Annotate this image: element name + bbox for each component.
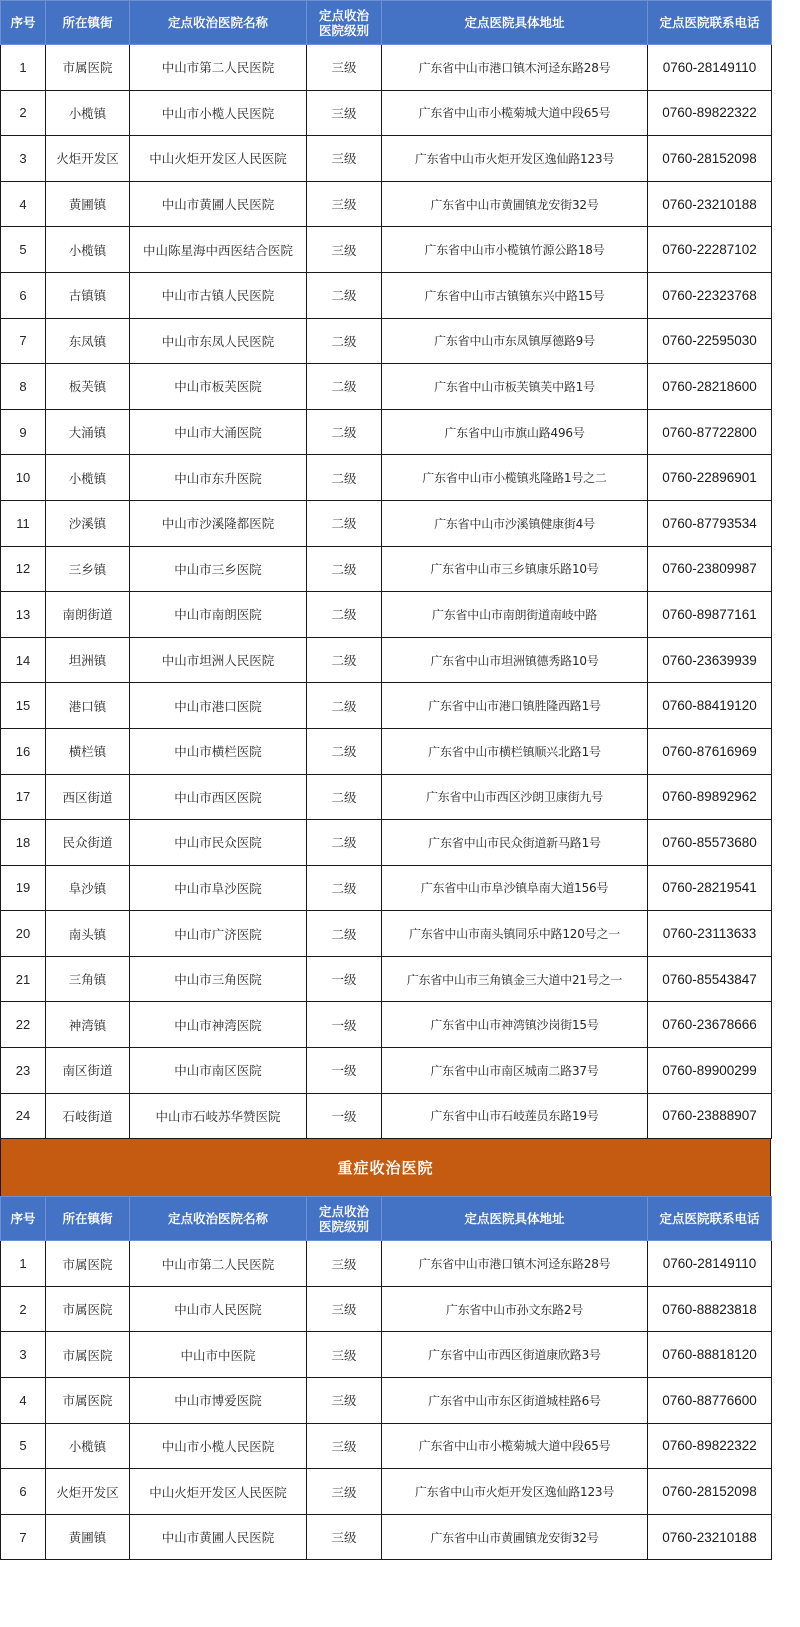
cell-town: 火炬开发区 (46, 136, 130, 182)
cell-town: 南头镇 (46, 911, 130, 957)
cell-address: 广东省中山市民众街道新马路1号 (382, 820, 648, 866)
cell-address: 广东省中山市坦洲镇德秀路10号 (382, 637, 648, 683)
cell-address: 广东省中山市三乡镇康乐路10号 (382, 546, 648, 592)
table-row (1, 1241, 772, 1287)
cell-phone: 0760-89822322 (648, 1423, 772, 1469)
cell-level: 三级 (307, 1378, 382, 1424)
cell-index: 8 (1, 364, 46, 410)
cell-town: 古镇镇 (46, 272, 130, 318)
cell-address: 广东省中山市西区沙朗卫康街九号 (382, 774, 648, 820)
cell-hospital-name: 中山火炬开发区人民医院 (130, 1469, 307, 1515)
table-row (1, 1469, 772, 1515)
table-row (1, 820, 772, 866)
cell-address: 广东省中山市西区街道康欣路3号 (382, 1332, 648, 1378)
cell-level: 三级 (307, 1514, 382, 1560)
cell-phone: 0760-89877161 (648, 592, 772, 638)
cell-phone: 0760-89900299 (648, 1048, 772, 1094)
cell-town: 三角镇 (46, 956, 130, 1002)
cell-hospital-name: 中山陈星海中西医结合医院 (130, 227, 307, 273)
cell-phone: 0760-87722800 (648, 409, 772, 455)
cell-level: 二级 (307, 820, 382, 866)
cell-phone: 0760-23888907 (648, 1093, 772, 1139)
cell-hospital-name: 中山市人民医院 (130, 1286, 307, 1332)
cell-hospital-name: 中山市民众医院 (130, 820, 307, 866)
cell-index: 2 (1, 1286, 46, 1332)
cell-hospital-name: 中山市第二人民医院 (130, 1241, 307, 1287)
cell-level: 三级 (307, 1286, 382, 1332)
table-row (1, 683, 772, 729)
cell-index: 2 (1, 90, 46, 136)
cell-index: 14 (1, 637, 46, 683)
header-level-line-1: 定点收治 (318, 1203, 369, 1219)
cell-level: 二级 (307, 728, 382, 774)
cell-address: 广东省中山市阜沙镇阜南大道156号 (382, 865, 648, 911)
cell-town: 小榄镇 (46, 90, 130, 136)
cell-phone: 0760-23210188 (648, 181, 772, 227)
cell-town: 黄圃镇 (46, 1514, 130, 1560)
cell-phone: 0760-88818120 (648, 1332, 772, 1378)
table-row (1, 500, 772, 546)
cell-phone: 0760-23210188 (648, 1514, 772, 1560)
cell-level: 三级 (307, 45, 382, 91)
header-hospital-level (307, 1197, 382, 1241)
table-row (1, 318, 772, 364)
cell-phone: 0760-85573680 (648, 820, 772, 866)
cell-town: 阜沙镇 (46, 865, 130, 911)
cell-address: 广东省中山市南朗街道南岐中路 (382, 592, 648, 638)
cell-hospital-name: 中山市东凤人民医院 (130, 318, 307, 364)
cell-level: 一级 (307, 1048, 382, 1094)
table-row (1, 1514, 772, 1560)
header-phone: 定点医院联系电话 (648, 1, 772, 45)
cell-town: 三乡镇 (46, 546, 130, 592)
table-row (1, 90, 772, 136)
cell-phone: 0760-88419120 (648, 683, 772, 729)
cell-hospital-name: 中山市黄圃人民医院 (130, 1514, 307, 1560)
cell-address: 广东省中山市石岐莲员东路19号 (382, 1093, 648, 1139)
header-level-line-2: 医院级别 (318, 1218, 369, 1234)
cell-index: 7 (1, 318, 46, 364)
header-town: 所在镇街 (46, 1197, 130, 1241)
table-header-row (1, 1, 772, 45)
cell-level: 二级 (307, 774, 382, 820)
cell-town: 火炬开发区 (46, 1469, 130, 1515)
cell-level: 二级 (307, 409, 382, 455)
cell-phone: 0760-85543847 (648, 956, 772, 1002)
cell-town: 小榄镇 (46, 455, 130, 501)
cell-level: 一级 (307, 1002, 382, 1048)
table-header-row (1, 1197, 772, 1241)
table-row (1, 1093, 772, 1139)
header-index: 序号 (1, 1, 46, 45)
cell-address: 广东省中山市港口镇木河迳东路28号 (382, 1241, 648, 1287)
header-phone: 定点医院联系电话 (648, 1197, 772, 1241)
header-address: 定点医院具体地址 (382, 1197, 648, 1241)
cell-address: 广东省中山市三角镇金三大道中21号之一 (382, 956, 648, 1002)
cell-address: 广东省中山市火炬开发区逸仙路123号 (382, 136, 648, 182)
cell-town: 南朗街道 (46, 592, 130, 638)
cell-town: 黄圃镇 (46, 181, 130, 227)
header-town: 所在镇街 (46, 1, 130, 45)
severe-hospital-rows (1, 1241, 772, 1560)
cell-town: 市属医院 (46, 1241, 130, 1287)
cell-level: 二级 (307, 546, 382, 592)
table-row (1, 364, 772, 410)
cell-town: 坦洲镇 (46, 637, 130, 683)
cell-level: 三级 (307, 227, 382, 273)
cell-phone: 0760-22287102 (648, 227, 772, 273)
cell-hospital-name: 中山市黄圃人民医院 (130, 181, 307, 227)
cell-index: 5 (1, 227, 46, 273)
cell-town: 南区街道 (46, 1048, 130, 1094)
table-row (1, 45, 772, 91)
cell-level: 二级 (307, 455, 382, 501)
cell-level: 二级 (307, 500, 382, 546)
cell-town: 板芙镇 (46, 364, 130, 410)
cell-level: 三级 (307, 1423, 382, 1469)
cell-index: 7 (1, 1514, 46, 1560)
cell-address: 广东省中山市火炬开发区逸仙路123号 (382, 1469, 648, 1515)
cell-phone: 0760-28152098 (648, 1469, 772, 1515)
cell-index: 1 (1, 45, 46, 91)
cell-address: 广东省中山市小榄镇竹源公路18号 (382, 227, 648, 273)
table-row (1, 455, 772, 501)
cell-hospital-name: 中山市坦洲人民医院 (130, 637, 307, 683)
cell-phone: 0760-28218600 (648, 364, 772, 410)
cell-level: 二级 (307, 592, 382, 638)
cell-town: 大涌镇 (46, 409, 130, 455)
table-row (1, 1332, 772, 1378)
cell-index: 15 (1, 683, 46, 729)
cell-phone: 0760-23678666 (648, 1002, 772, 1048)
cell-hospital-name: 中山市板芙医院 (130, 364, 307, 410)
cell-index: 11 (1, 500, 46, 546)
cell-phone: 0760-23809987 (648, 546, 772, 592)
cell-level: 三级 (307, 1469, 382, 1515)
cell-index: 4 (1, 1378, 46, 1424)
cell-hospital-name: 中山市神湾医院 (130, 1002, 307, 1048)
cell-level: 二级 (307, 683, 382, 729)
cell-level: 三级 (307, 1332, 382, 1378)
cell-phone: 0760-22896901 (648, 455, 772, 501)
cell-town: 小榄镇 (46, 1423, 130, 1469)
cell-hospital-name: 中山市三乡医院 (130, 546, 307, 592)
cell-index: 3 (1, 136, 46, 182)
cell-hospital-name: 中山市横栏医院 (130, 728, 307, 774)
cell-address: 广东省中山市横栏镇顺兴北路1号 (382, 728, 648, 774)
cell-phone: 0760-28149110 (648, 45, 772, 91)
header-level-line-2: 医院级别 (318, 22, 369, 38)
cell-hospital-name: 中山市西区医院 (130, 774, 307, 820)
cell-index: 23 (1, 1048, 46, 1094)
cell-level: 三级 (307, 181, 382, 227)
cell-town: 市属医院 (46, 1378, 130, 1424)
cell-index: 4 (1, 181, 46, 227)
header-address: 定点医院具体地址 (382, 1, 648, 45)
cell-address: 广东省中山市沙溪镇健康街4号 (382, 500, 648, 546)
table-row (1, 181, 772, 227)
table-row (1, 272, 772, 318)
table-row (1, 865, 772, 911)
cell-address: 广东省中山市孙文东路2号 (382, 1286, 648, 1332)
cell-index: 13 (1, 592, 46, 638)
cell-address: 广东省中山市神湾镇沙岗街15号 (382, 1002, 648, 1048)
cell-index: 12 (1, 546, 46, 592)
header-index: 序号 (1, 1197, 46, 1241)
table-row (1, 956, 772, 1002)
cell-address: 广东省中山市旗山路496号 (382, 409, 648, 455)
cell-phone: 0760-88776600 (648, 1378, 772, 1424)
table-row (1, 1378, 772, 1424)
cell-index: 9 (1, 409, 46, 455)
cell-level: 二级 (307, 364, 382, 410)
table-row (1, 774, 772, 820)
cell-address: 广东省中山市东凤镇厚德路9号 (382, 318, 648, 364)
cell-town: 市属医院 (46, 1332, 130, 1378)
cell-hospital-name: 中山市东升医院 (130, 455, 307, 501)
cell-hospital-name: 中山市南区医院 (130, 1048, 307, 1094)
cell-town: 市属医院 (46, 1286, 130, 1332)
cell-phone: 0760-22323768 (648, 272, 772, 318)
cell-address: 广东省中山市古镇镇东兴中路15号 (382, 272, 648, 318)
cell-phone: 0760-87793534 (648, 500, 772, 546)
cell-phone: 0760-88823818 (648, 1286, 772, 1332)
table-row (1, 227, 772, 273)
cell-hospital-name: 中山火炬开发区人民医院 (130, 136, 307, 182)
table-row (1, 136, 772, 182)
table-row (1, 1286, 772, 1332)
cell-town: 市属医院 (46, 45, 130, 91)
cell-address: 广东省中山市小榄镇兆隆路1号之二 (382, 455, 648, 501)
cell-index: 22 (1, 1002, 46, 1048)
cell-level: 二级 (307, 318, 382, 364)
cell-index: 24 (1, 1093, 46, 1139)
cell-phone: 0760-28149110 (648, 1241, 772, 1287)
severe-hospital-table (0, 1196, 772, 1560)
cell-index: 17 (1, 774, 46, 820)
cell-town: 沙溪镇 (46, 500, 130, 546)
cell-index: 1 (1, 1241, 46, 1287)
cell-town: 东凤镇 (46, 318, 130, 364)
table-row (1, 1002, 772, 1048)
cell-phone: 0760-23113633 (648, 911, 772, 957)
cell-level: 三级 (307, 136, 382, 182)
table-row (1, 592, 772, 638)
cell-town: 港口镇 (46, 683, 130, 729)
cell-level: 三级 (307, 90, 382, 136)
cell-index: 19 (1, 865, 46, 911)
table-row (1, 637, 772, 683)
cell-level: 三级 (307, 1241, 382, 1287)
table-row (1, 546, 772, 592)
cell-index: 20 (1, 911, 46, 957)
table-row (1, 728, 772, 774)
cell-hospital-name: 中山市小榄人民医院 (130, 1423, 307, 1469)
cell-hospital-name: 中山市阜沙医院 (130, 865, 307, 911)
cell-index: 21 (1, 956, 46, 1002)
header-hospital-name: 定点收治医院名称 (130, 1197, 307, 1241)
cell-hospital-name: 中山市中医院 (130, 1332, 307, 1378)
cell-hospital-name: 中山市三角医院 (130, 956, 307, 1002)
cell-level: 二级 (307, 272, 382, 318)
severe-case-section-banner: 重症收治医院 (0, 1139, 771, 1196)
cell-hospital-name: 中山市广济医院 (130, 911, 307, 957)
cell-hospital-name: 中山市沙溪隆都医院 (130, 500, 307, 546)
cell-hospital-name: 中山市小榄人民医院 (130, 90, 307, 136)
cell-address: 广东省中山市东区街道城桂路6号 (382, 1378, 648, 1424)
cell-phone: 0760-89822322 (648, 90, 772, 136)
cell-hospital-name: 中山市港口医院 (130, 683, 307, 729)
cell-town: 横栏镇 (46, 728, 130, 774)
cell-phone: 0760-87616969 (648, 728, 772, 774)
table-row (1, 1048, 772, 1094)
cell-phone: 0760-22595030 (648, 318, 772, 364)
cell-index: 6 (1, 272, 46, 318)
cell-level: 二级 (307, 911, 382, 957)
cell-hospital-name: 中山市古镇人民医院 (130, 272, 307, 318)
cell-town: 民众街道 (46, 820, 130, 866)
cell-phone: 0760-28152098 (648, 136, 772, 182)
cell-address: 广东省中山市板芙镇芙中路1号 (382, 364, 648, 410)
cell-index: 10 (1, 455, 46, 501)
cell-hospital-name: 中山市第二人民医院 (130, 45, 307, 91)
cell-hospital-name: 中山市石岐苏华赞医院 (130, 1093, 307, 1139)
header-level-line-1: 定点收治 (318, 7, 369, 23)
cell-address: 广东省中山市港口镇胜隆西路1号 (382, 683, 648, 729)
cell-town: 石岐街道 (46, 1093, 130, 1139)
cell-phone: 0760-89892962 (648, 774, 772, 820)
cell-hospital-name: 中山市博爱医院 (130, 1378, 307, 1424)
cell-town: 小榄镇 (46, 227, 130, 273)
cell-index: 6 (1, 1469, 46, 1515)
cell-town: 西区街道 (46, 774, 130, 820)
table-row (1, 911, 772, 957)
cell-index: 18 (1, 820, 46, 866)
cell-address: 广东省中山市港口镇木河迳东路28号 (382, 45, 648, 91)
cell-index: 5 (1, 1423, 46, 1469)
cell-address: 广东省中山市小榄菊城大道中段65号 (382, 90, 648, 136)
cell-address: 广东省中山市黄圃镇龙安街32号 (382, 181, 648, 227)
cell-phone: 0760-28219541 (648, 865, 772, 911)
cell-level: 一级 (307, 1093, 382, 1139)
header-hospital-level (307, 1, 382, 45)
cell-index: 3 (1, 1332, 46, 1378)
cell-level: 二级 (307, 865, 382, 911)
cell-address: 广东省中山市小榄菊城大道中段65号 (382, 1423, 648, 1469)
header-hospital-name: 定点收治医院名称 (130, 1, 307, 45)
cell-address: 广东省中山市南头镇同乐中路120号之一 (382, 911, 648, 957)
cell-level: 二级 (307, 637, 382, 683)
cell-hospital-name: 中山市南朗医院 (130, 592, 307, 638)
cell-phone: 0760-23639939 (648, 637, 772, 683)
cell-level: 一级 (307, 956, 382, 1002)
table-row (1, 409, 772, 455)
cell-address: 广东省中山市黄圃镇龙安街32号 (382, 1514, 648, 1560)
cell-address: 广东省中山市南区城南二路37号 (382, 1048, 648, 1094)
designated-hospital-rows (1, 45, 772, 1139)
cell-town: 神湾镇 (46, 1002, 130, 1048)
cell-index: 16 (1, 728, 46, 774)
cell-hospital-name: 中山市大涌医院 (130, 409, 307, 455)
table-row (1, 1423, 772, 1469)
